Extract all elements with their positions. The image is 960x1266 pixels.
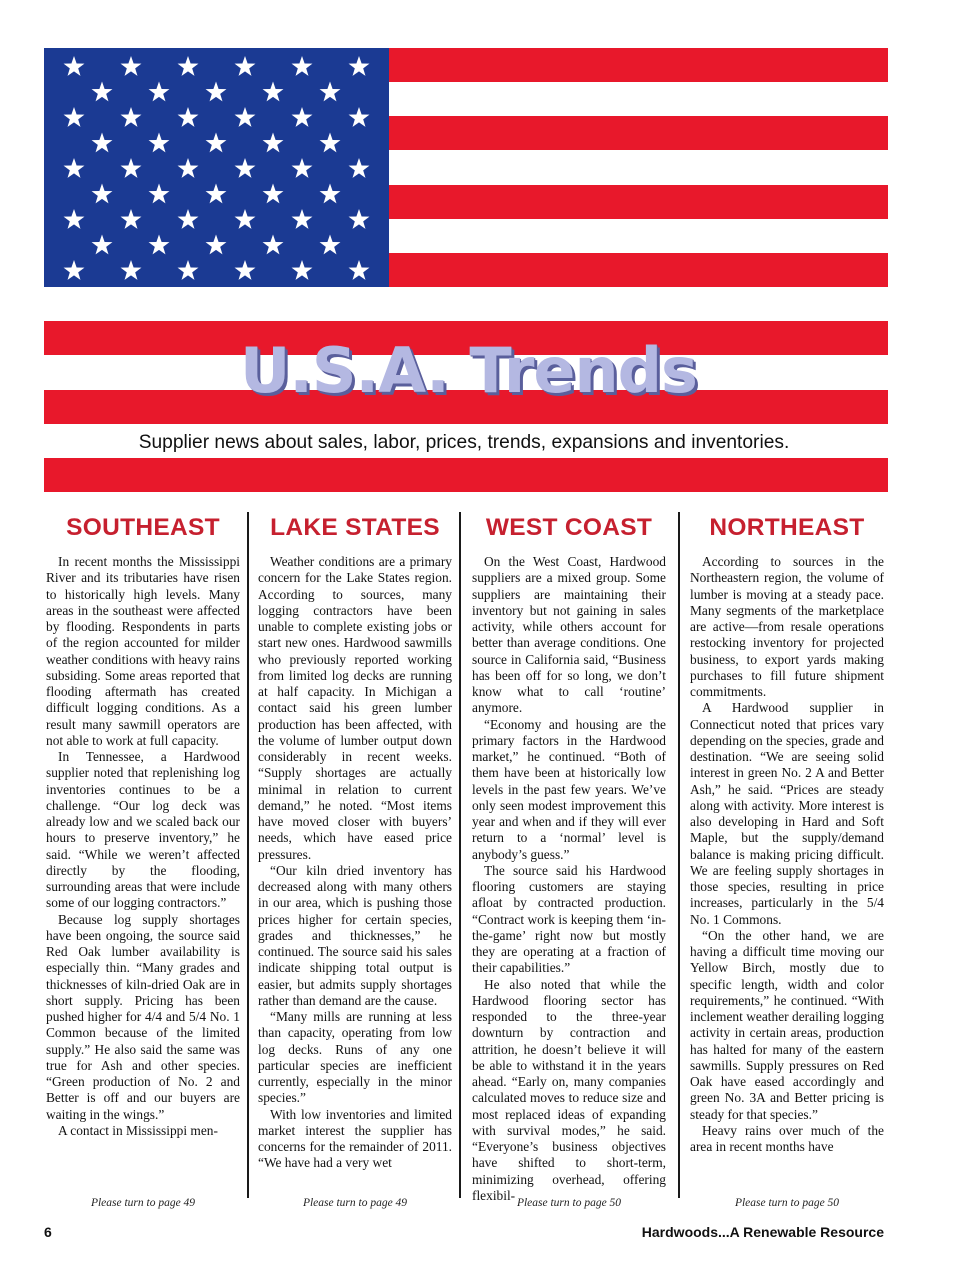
paragraph: With low inventories and limited market interest the supplier has concerns for the remainder of 2011. “We have had a very wet	[258, 1106, 452, 1171]
star-icon	[292, 260, 313, 280]
star-icon	[121, 209, 142, 229]
column-body	[690, 554, 884, 1178]
star-icon	[178, 260, 199, 280]
star-icon	[149, 235, 170, 255]
paragraph: “On the other hand, we are having a difficult time moving our Yellow Birch, mostly due to specific length, width and color requirements,” he continued. “With inclement weather derailing logging activity in certain areas, production has halted for many of the eastern sawmills. Supply pressures on Red Oak have eased accordingly and green No. 3A and Better pricing is steady for that species.”	[690, 927, 884, 1122]
paragraph: “Many mills are running at less than capacity, operating from low log decks. Runs of any one particular species are inefficient currently, especially in the minor species.”	[258, 1009, 452, 1106]
column-heading: NORTHEAST	[709, 514, 865, 541]
column-divider	[678, 512, 680, 1198]
star-icon	[149, 184, 170, 204]
star-icon	[349, 158, 370, 178]
star-icon	[292, 107, 313, 127]
flag-banner	[44, 48, 888, 492]
star-icon	[263, 235, 284, 255]
paragraph: Weather conditions are a primary concern for the Lake States region. According to sources, many logging contractors have been unable to complete existing jobs or start new ones. Hardwood sawmills who previously reported working from limited log decks are running at half capacity. In Michigan a contact said his green lumber production has been affected, with the volume of lumber output down considerably in recent weeks. “Supply shortages are actually minimal in relation to current demand,” he noted. “Most items have moved closer with buyers’ needs, which have eased price pressures.	[258, 554, 452, 862]
paragraph: “Economy and housing are the primary factors in the Hardwood market,” he continued. “Both of them have been at historically low levels in the past few years. We’ve only seen modest improvement this year and when and if they will ever return to a ‘normal’ level is anybody’s guess.”	[472, 716, 666, 862]
star-icon	[206, 184, 227, 204]
star-icon	[235, 158, 256, 178]
star-icon	[149, 82, 170, 102]
column-northeast	[690, 510, 884, 1178]
star-icon	[64, 107, 85, 127]
star-icon	[235, 260, 256, 280]
column-heading: LAKE STATES	[270, 514, 440, 541]
star-icon	[349, 209, 370, 229]
column-divider	[459, 512, 461, 1198]
star-icon	[349, 56, 370, 76]
paragraph: Because log supply shortages have been ongoing, the source said Red Oak lumber availability is especially thin. “Many grades and thicknesses of kiln-dried Oak are in short supply. Pricing has been pushed higher for 4/4 and 5/4 No. 1 Common because of the limited supply.” He also said the same was true for Ash and other species. “Green production of No. 2 and Better is off and our buyers are waiting in the wings.”	[46, 911, 240, 1122]
star-icon	[263, 184, 284, 204]
continuation-link[interactable]: Please turn to page 49	[90, 1197, 196, 1209]
column-heading: SOUTHEAST	[66, 514, 220, 541]
star-icon	[121, 158, 142, 178]
star-icon	[206, 133, 227, 153]
paragraph: Heavy rains over much of the area in recent months have	[690, 1122, 884, 1154]
star-icon	[92, 82, 113, 102]
star-icon	[320, 235, 341, 255]
star-icon	[349, 260, 370, 280]
star-icon	[92, 235, 113, 255]
star-icon	[292, 158, 313, 178]
continuation-link[interactable]: Please turn to page 49	[302, 1197, 408, 1209]
star-icon	[178, 107, 199, 127]
star-icon	[121, 107, 142, 127]
column-divider	[247, 512, 249, 1198]
star-icon	[320, 82, 341, 102]
paragraph: A Hardwood supplier in Connecticut noted that prices vary depending on the species, grade and destination. “We are seeing solid interest in green No. 2 A and Better Ash,” he said. “Prices are steady along with activity. More interest is also developing in Hard and Soft Maple, but the supply/demand balance is making pricing difficult. We are feeling supply shortages in those species, resulting in price increases, particularly in the 5/4 No. 1 Commons.	[690, 700, 884, 927]
column-heading: WEST COAST	[485, 514, 653, 541]
star-icon	[64, 260, 85, 280]
star-icon	[64, 56, 85, 76]
page-title: U.S.A. Trends	[240, 334, 697, 407]
star-icon	[235, 107, 256, 127]
column-lake-states	[258, 510, 452, 1178]
star-icon	[320, 133, 341, 153]
continuation-link[interactable]: Please turn to page 50	[516, 1197, 622, 1209]
star-icon	[349, 107, 370, 127]
star-icon	[235, 56, 256, 76]
star-icon	[320, 184, 341, 204]
paragraph: “Our kiln dried inventory has decreased along with many others in our area, which is pushing those prices higher for certain species, grades and thicknesses,” he continued. The source said his sales indicate shipping total output is easier, but admits supply shortages rather than demand are the cause.	[258, 862, 452, 1008]
column-body	[258, 554, 452, 1178]
star-icon	[92, 184, 113, 204]
paragraph: On the West Coast, Hardwood suppliers are a mixed group. Some suppliers are maintaining their inventory but not gaining in sales activity, while others account for better than average conditions. One source in California said, “Business has been off for so long, we don’t know what to call ‘routine’ anymore.	[472, 554, 666, 716]
paragraph: According to sources in the Northeastern region, the volume of lumber is moving at a steady pace. Many segments of the marketplace are active—from resale operations restocking inventory for projected business, to export yards making purchases to fill future shipment commitments.	[690, 554, 884, 699]
star-icon	[206, 82, 227, 102]
star-icon	[235, 209, 256, 229]
publication-name: Hardwoods...A Renewable Resource	[641, 1224, 884, 1240]
star-icon	[206, 235, 227, 255]
paragraph: In recent months the Mississippi River and its tributaries have risen to historically high levels. Many areas in the southeast were affected by flooding. Respondents in parts of the region accounted for milder weather conditions with heavy rains subsiding. Some areas reported that flooding aftermath has created difficult logging conditions. As a result many sawmill operators are not able to work at full capacity.	[46, 554, 240, 748]
star-icon	[178, 209, 199, 229]
star-icon	[149, 133, 170, 153]
page-number: 6	[44, 1224, 52, 1240]
star-icon	[178, 56, 199, 76]
star-icon	[92, 133, 113, 153]
paragraph: A contact in Mississippi men-	[58, 1122, 218, 1138]
star-icon	[292, 209, 313, 229]
column-southeast	[46, 510, 240, 1178]
star-icon	[263, 82, 284, 102]
column-body	[46, 554, 240, 1178]
paragraph: In Tennessee, a Hardwood supplier noted that replenishing log inventories continues to be a challenge. “Our log deck was already low and we scaled back our hours to preserve inventory,” he said. “While we weren’t affected directly by the flooding, surrounding areas that were include some of our logging contractors.”	[46, 749, 240, 911]
star-icon	[121, 56, 142, 76]
star-icon	[263, 133, 284, 153]
star-icon	[121, 260, 142, 280]
paragraph: The source said his Hardwood flooring customers are staying afloat by contracted production. “Contract work is keeping them ‘in-the-game’ right now but mostly they are operating at a fraction of their capabilities.”	[472, 862, 666, 976]
star-icon	[292, 56, 313, 76]
paragraph: He also noted that while the Hardwood flooring sector has responded to the three-year downturn by contraction and attrition, he doesn’t believe it will be able to withstand it in the years ahead. “Early on, many companies calculated moves to reduce size and most replaced ideas of expanding with survival modes,” he said. “Everyone’s business objectives have shifted to short-term, minimizing overhead, offering flexibil-	[472, 976, 666, 1203]
star-icon	[64, 209, 85, 229]
star-icon	[178, 158, 199, 178]
page-subtitle: Supplier news about sales, labor, prices, trends, expansions and inventories.	[138, 432, 790, 453]
continuation-link[interactable]: Please turn to page 50	[734, 1197, 840, 1209]
flag-canton	[44, 48, 389, 287]
star-icon	[64, 158, 85, 178]
stars-field-icon	[44, 48, 389, 287]
